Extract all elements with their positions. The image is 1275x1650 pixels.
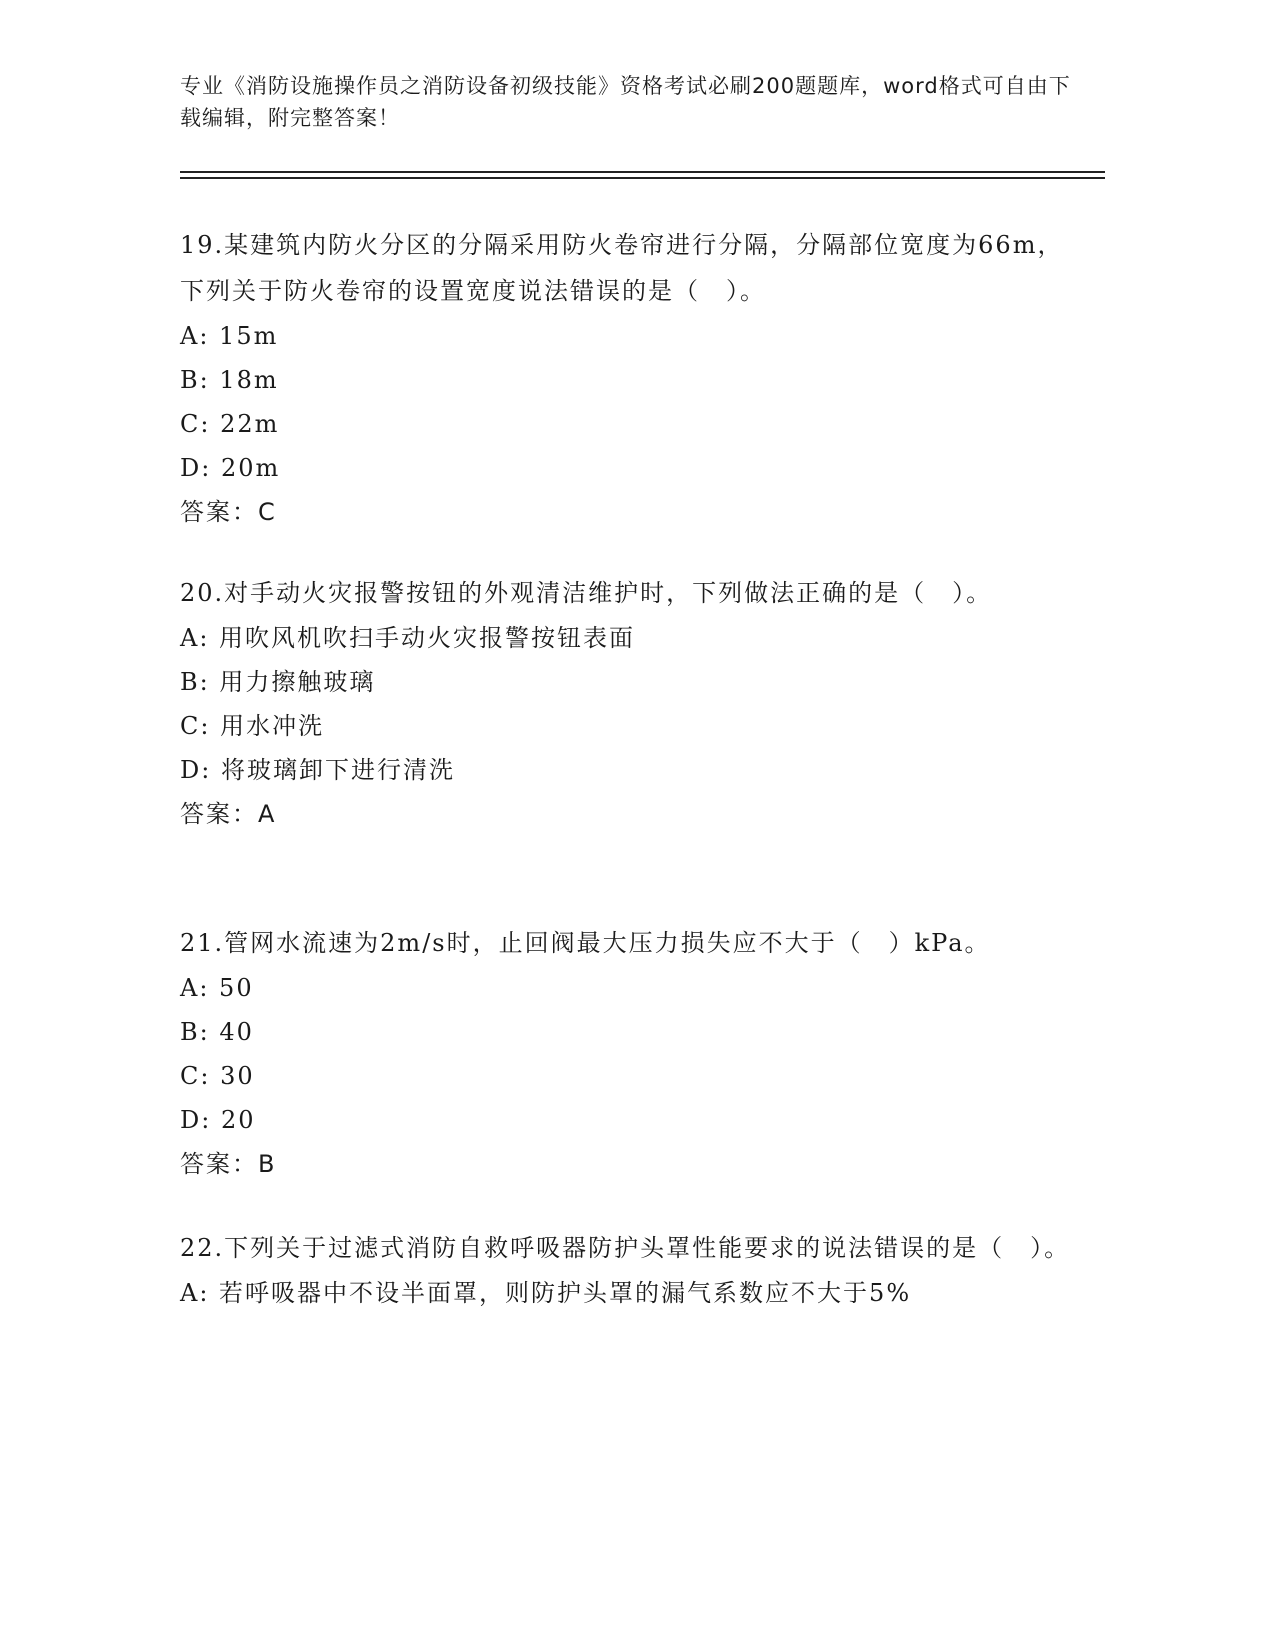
option-a: A: 若呼吸器中不设半面罩，则防护头罩的漏气系数应不大于5% [180, 1279, 912, 1307]
question-22 [180, 1225, 1080, 1315]
answer-value: C [258, 498, 276, 526]
answer-line [180, 1142, 1080, 1186]
answer-label: 答案： [180, 498, 258, 526]
option-a: A: 50 [180, 974, 254, 1002]
question-text: 22.下列关于过滤式消防自救呼吸器防护头罩性能要求的说法错误的是（ ）。 [180, 1234, 1071, 1262]
option-c: C: 用水冲洗 [180, 712, 325, 740]
answer-value: A [258, 800, 276, 828]
question-text: 21.管网水流速为2m/s时，止回阀最大压力损失应不大于（ ）kPa。 [180, 929, 991, 957]
option-b: B: 18m [180, 366, 279, 394]
option-b: B: 用力擦触玻璃 [180, 668, 376, 696]
answer-line [180, 792, 1080, 836]
option-a: A: 15m [180, 322, 279, 350]
option-d: D: 20m [180, 454, 281, 482]
answer-line [180, 490, 1080, 534]
question-text: 20.对手动火灾报警按钮的外观清洁维护时，下列做法正确的是（ ）。 [180, 579, 993, 607]
document-header: 专业《消防设施操作员之消防设备初级技能》资格考试必刷200题题库，word格式可自由下载编辑，附完整答案！ [180, 74, 1071, 130]
option-c: C: 22m [180, 410, 280, 438]
option-c: C: 30 [180, 1062, 255, 1090]
question-21 [180, 920, 1080, 1186]
answer-label: 答案： [180, 1150, 258, 1178]
answer-value: B [258, 1150, 276, 1178]
question-19 [180, 222, 1080, 534]
option-d: D: 将玻璃卸下进行清洗 [180, 756, 455, 784]
option-d: D: 20 [180, 1106, 256, 1134]
header-divider-top [180, 171, 1105, 173]
option-b: B: 40 [180, 1018, 254, 1046]
header-divider-bottom [180, 177, 1105, 179]
option-a: A: 用吹风机吹扫手动火灾报警按钮表面 [180, 624, 636, 652]
answer-label: 答案： [180, 800, 258, 828]
question-text: 19.某建筑内防火分区的分隔采用防火卷帘进行分隔，分隔部位宽度为66m，下列关于防火卷帘的设置宽度说法错误的是（ ）。 [180, 231, 1064, 305]
question-20 [180, 570, 1080, 836]
